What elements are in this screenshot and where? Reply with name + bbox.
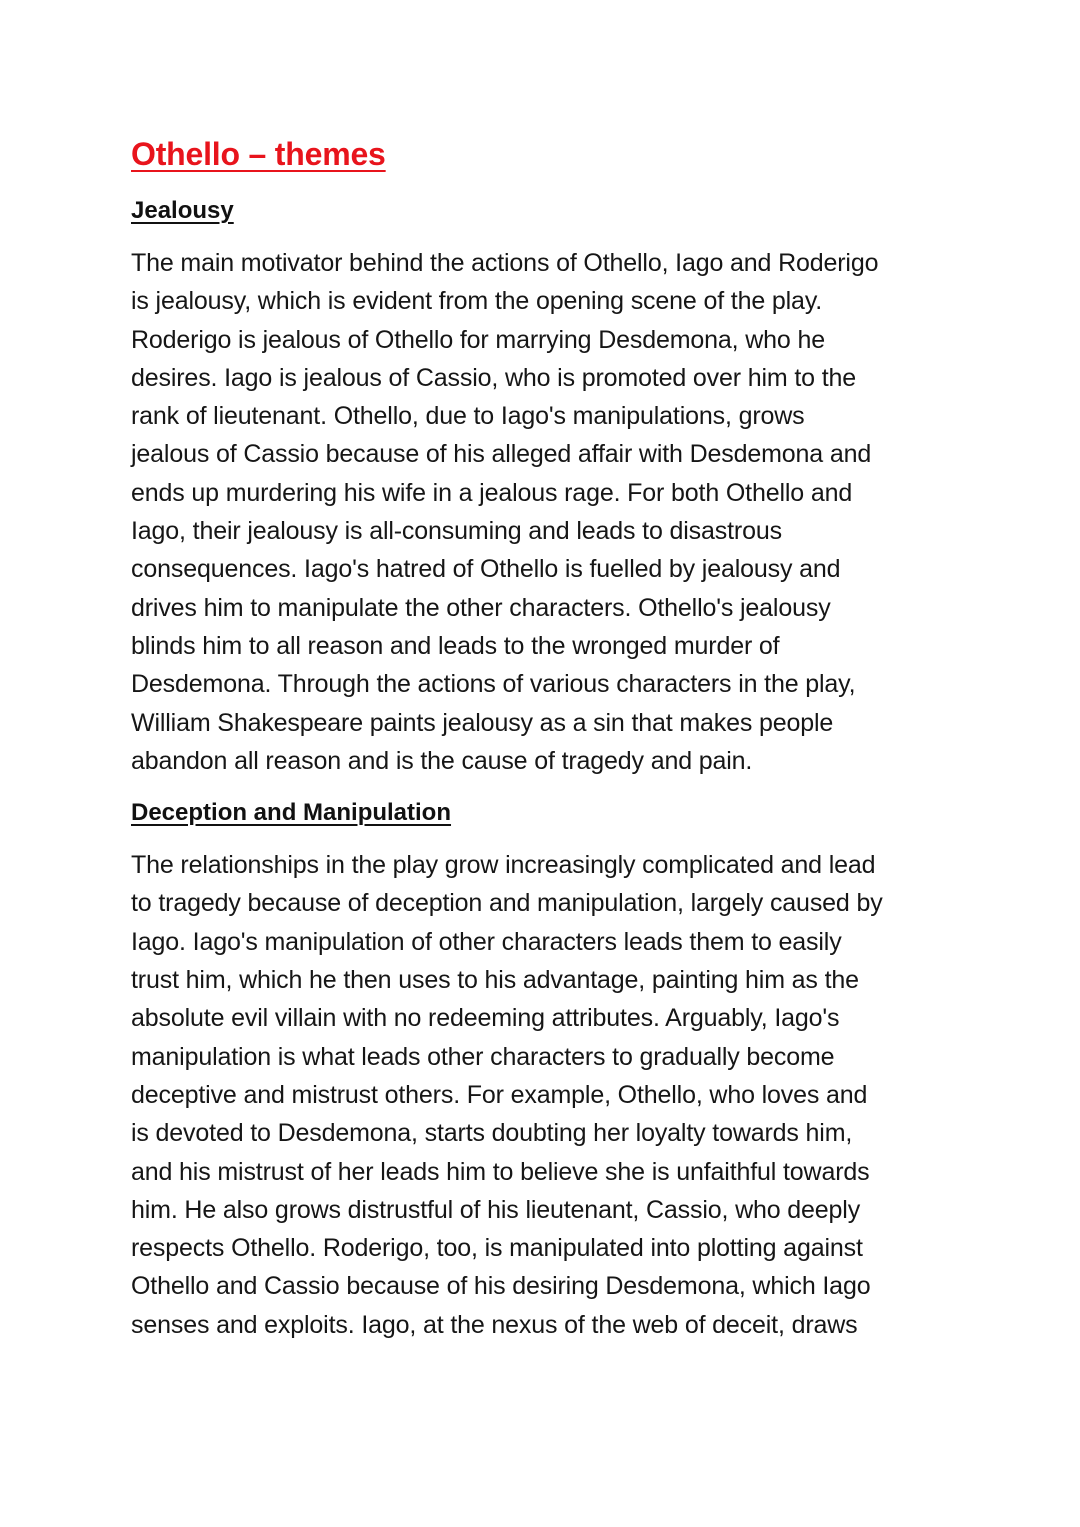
paragraph-jealousy: The main motivator behind the actions of Othello, Iago and Roderigo is jealousy, which is evident from the opening scene of the play. Roderigo is jealous of Othello for marrying Desdemona, who he desires. Iago is jealous of Cassio, who is promoted over him to the rank of lieutenant. Othello, due to Iago's manipulations, grows jealous of Cassio because of his alleged affair with Desdemona and ends up murdering his wife in a jealous rage. For both Othello and Iago, their jealousy is all-consuming and leads to disastrous consequences. Iago's hatred of Othello is fuelled by jealousy and drives him to manipulate the other characters. Othello's jealousy blinds him to all reason and leads to the wronged murder of Desdemona. Through the actions of various characters in the play, William Shakespeare paints jealousy as a sin that makes people abandon all reason and is the cause of tragedy and pain. <box>131 249 879 775</box>
paragraph-deception-and-manipulation: The relationships in the play grow increasingly complicated and lead to tragedy because of deception and manipulation, largely caused by Iago. Iago's manipulation of other characters leads them to easily trust him, which he then uses to his advantage, painting him as the absolute evil villain with no redeeming attributes. Arguably, Iago's manipulation is what leads other characters to gradually become deceptive and mistrust others. For example, Othello, who loves and is devoted to Desdemona, starts doubting her loyalty towards him, and his mistrust of her leads him to believe she is unfaithful towards him. He also grows distrustful of his lieutenant, Cassio, who deeply respects Othello. Roderigo, too, is manipulated into plotting against Othello and Cassio because of his desiring Desdemona, which Iago senses and exploits. Iago, at the nexus of the web of deceit, draws <box>131 851 883 1339</box>
document-title: Othello – themes <box>131 136 386 172</box>
section-heading-jealousy: Jealousy <box>131 197 234 224</box>
document-page <box>131 132 961 1344</box>
section-heading-deception-and-manipulation: Deception and Manipulation <box>131 799 452 827</box>
section-jealousy <box>131 194 961 780</box>
section-deception-and-manipulation <box>131 796 961 1344</box>
